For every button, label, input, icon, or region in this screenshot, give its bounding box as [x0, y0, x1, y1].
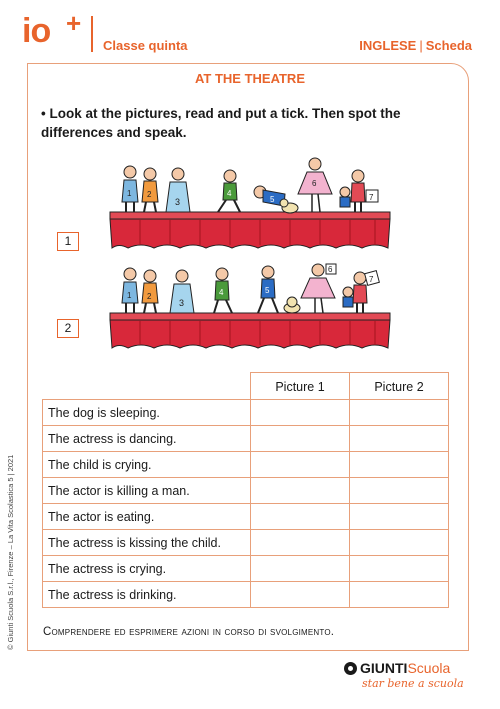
- class-label: Classe quinta: [103, 38, 188, 53]
- stage-top-icon: [110, 212, 390, 219]
- table-row: [43, 426, 449, 452]
- stage-curtain-icon: [110, 320, 390, 348]
- theatre-picture-2: [100, 258, 400, 353]
- svg-text:3: 3: [175, 197, 181, 207]
- learning-objective: Comprendere ed esprimere azioni in corso di svolgimento.: [43, 626, 335, 638]
- header-divider: [91, 16, 93, 52]
- tick-cell-picture-2[interactable]: [350, 400, 449, 426]
- tick-cell-picture-2[interactable]: [350, 478, 449, 504]
- actor-1-icon: [122, 268, 138, 313]
- picture-2-number: 2: [57, 319, 79, 338]
- picture-1-number: 1: [57, 232, 79, 251]
- dog-icon: [280, 199, 298, 213]
- actor-2-icon: [142, 270, 158, 313]
- brand-name: [344, 660, 474, 676]
- dog-icon: [284, 297, 300, 313]
- sentence-cell: The actor is eating.: [43, 504, 251, 530]
- table-row: [43, 478, 449, 504]
- theatre-picture-1: [100, 150, 400, 255]
- svg-text:6: 6: [328, 265, 333, 274]
- child-icon: [340, 187, 350, 207]
- stage-curtain-icon: [110, 219, 390, 248]
- tick-table: [42, 372, 449, 608]
- sentence-cell: The actor is killing a man.: [43, 478, 251, 504]
- column-header-picture-1: Picture 1: [251, 373, 350, 400]
- svg-text:7: 7: [369, 275, 374, 284]
- giunti-g-icon: [344, 662, 357, 675]
- actor-7-icon: [351, 170, 378, 212]
- actor-6-icon: [301, 264, 336, 313]
- giunti-scuola-logo: [344, 660, 474, 690]
- svg-text:1: 1: [127, 291, 132, 300]
- io-logo: [22, 8, 82, 54]
- separator-bar: |: [419, 38, 423, 53]
- table-row: [43, 530, 449, 556]
- svg-text:3: 3: [179, 298, 185, 308]
- tick-cell-picture-1[interactable]: [251, 556, 350, 582]
- subject-sheet-label: [359, 38, 472, 53]
- subject-label: INGLESE: [359, 38, 417, 53]
- actor-3-icon: [166, 168, 190, 212]
- sentence-cell: The dog is sleeping.: [43, 400, 251, 426]
- tick-cell-picture-1[interactable]: [251, 582, 350, 608]
- svg-text:1: 1: [127, 189, 132, 198]
- svg-text:2: 2: [147, 292, 152, 301]
- sentence-cell: The actress is dancing.: [43, 426, 251, 452]
- table-row: [43, 452, 449, 478]
- tick-cell-picture-1[interactable]: [251, 400, 350, 426]
- brand-giunti: GIUNTI: [360, 660, 408, 676]
- actor-1-icon: [122, 166, 138, 212]
- sentence-cell: The actress is kissing the child.: [43, 530, 251, 556]
- svg-text:2: 2: [147, 190, 152, 199]
- sentence-cell: The actress is drinking.: [43, 582, 251, 608]
- sheet-label: Scheda: [425, 38, 472, 53]
- table-row: [43, 400, 449, 426]
- stage-top-icon: [110, 313, 390, 320]
- tick-cell-picture-1[interactable]: [251, 426, 350, 452]
- brand-scuola: Scuola: [407, 660, 451, 676]
- sentence-cell: The child is crying.: [43, 452, 251, 478]
- table-row: [43, 504, 449, 530]
- tick-cell-picture-2[interactable]: [350, 426, 449, 452]
- tick-cell-picture-2[interactable]: [350, 504, 449, 530]
- actor-4-icon: [214, 268, 232, 313]
- tick-cell-picture-1[interactable]: [251, 452, 350, 478]
- svg-text:4: 4: [227, 189, 232, 198]
- tick-cell-picture-1[interactable]: [251, 504, 350, 530]
- column-header-picture-2: Picture 2: [350, 373, 449, 400]
- brand-tagline: star bene a scuola: [362, 677, 464, 690]
- sentence-cell: The actress is crying.: [43, 556, 251, 582]
- svg-text:6: 6: [312, 179, 317, 188]
- page-title: AT THE THEATRE: [194, 71, 305, 86]
- tick-cell-picture-1[interactable]: [251, 478, 350, 504]
- child-icon: [343, 287, 353, 307]
- tick-cell-picture-2[interactable]: [350, 556, 449, 582]
- actor-5-icon: [258, 266, 278, 313]
- tick-cell-picture-1[interactable]: [251, 530, 350, 556]
- copyright-text: © Giunti Scuola S.r.l., Firenze – La Vita Scolastica 5 | 2021: [6, 454, 15, 650]
- svg-text:4: 4: [219, 288, 224, 297]
- table-row: [43, 556, 449, 582]
- instruction-text: • Look at the pictures, read and put a tick. Then spot the differences and speak.: [41, 106, 401, 140]
- table-header-row: [43, 373, 449, 400]
- svg-text:5: 5: [270, 195, 275, 204]
- svg-text:7: 7: [369, 193, 374, 202]
- table-row: [43, 582, 449, 608]
- actor-3-icon: [170, 270, 194, 313]
- tick-cell-picture-2[interactable]: [350, 582, 449, 608]
- logo-text: io: [22, 12, 51, 50]
- logo-plus-icon: +: [66, 8, 82, 38]
- tick-cell-picture-2[interactable]: [350, 452, 449, 478]
- svg-text:5: 5: [265, 286, 270, 295]
- actor-4-icon: [218, 170, 240, 212]
- actor-2-icon: [142, 168, 158, 212]
- header-empty-cell: [43, 373, 251, 400]
- actor-7-icon: [353, 271, 379, 313]
- actor-6-icon: [298, 158, 332, 212]
- tick-cell-picture-2[interactable]: [350, 530, 449, 556]
